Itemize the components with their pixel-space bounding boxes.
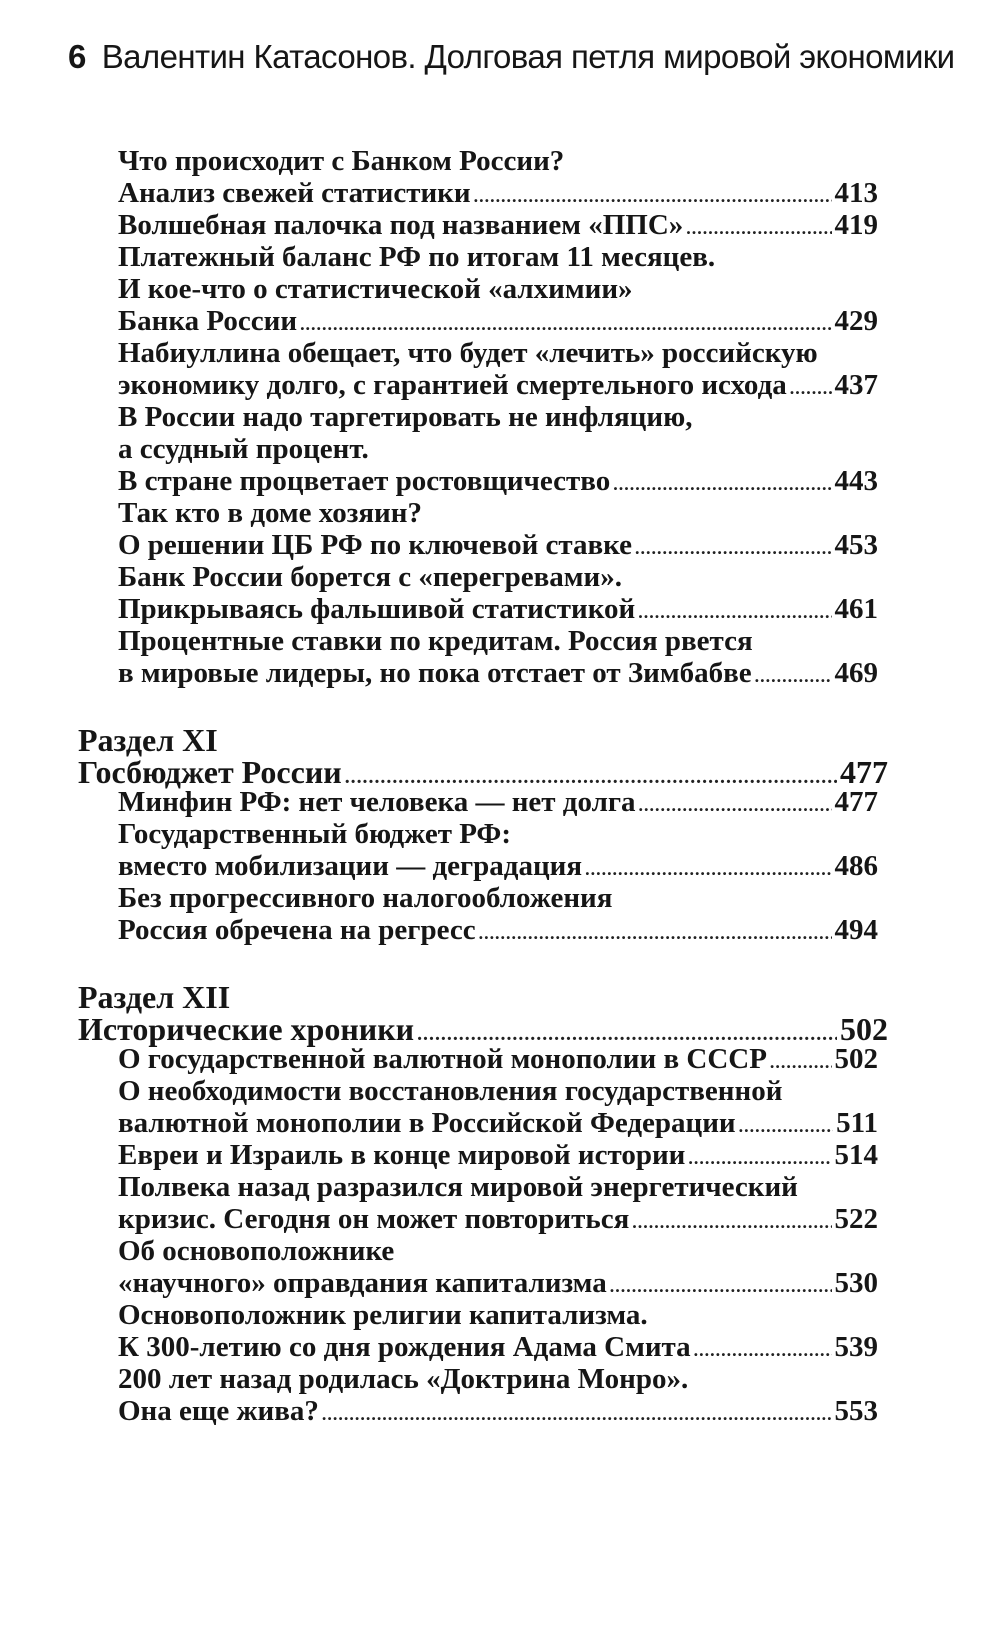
dot-leader [479, 923, 832, 944]
toc-entry-line [118, 337, 878, 371]
toc-page-number: 530 [834, 1267, 878, 1299]
page-number: 6 [68, 38, 86, 75]
toc-entry-title: кризис. Сегодня он может повториться [118, 1203, 630, 1235]
toc-entry-title: «научного» оправдания капитализма [118, 1267, 607, 1299]
toc-entry-line [118, 145, 878, 179]
toc-entry-title: Она еще жива? [118, 1395, 319, 1427]
toc-entry-title: в мировые лидеры, но пока отстает от Зимбабве [118, 657, 752, 689]
dot-leader [300, 314, 831, 335]
toc-page-number: 461 [834, 593, 878, 625]
toc-entry-title: И кое-что о статистической «алхимии» [118, 273, 633, 305]
toc-entry-line [118, 1075, 878, 1109]
dot-leader [686, 218, 831, 239]
dot-leader [613, 474, 831, 495]
toc-entry-line [118, 401, 878, 435]
toc-entry-title: Набиуллина обещает, что будет «лечить» российскую [118, 337, 818, 369]
dot-leader [639, 795, 832, 816]
dot-leader [770, 1052, 832, 1073]
toc-entry-line [118, 241, 878, 275]
toc-page-number: 429 [834, 305, 878, 337]
toc-entry-line [118, 561, 878, 595]
running-header [68, 38, 955, 76]
toc-entry-line [118, 529, 878, 563]
toc-entry-line [118, 818, 878, 852]
toc-entry-line [118, 273, 878, 307]
toc-section-heading [78, 979, 888, 1013]
toc-entry-line [118, 305, 878, 339]
toc-entry-line [118, 1267, 878, 1301]
toc-entry-title: Исторические хроники [78, 1011, 415, 1047]
toc-entry-line [118, 177, 878, 211]
toc-page-number: 522 [834, 1203, 878, 1235]
toc-entry-title: Банка России [118, 305, 298, 337]
toc-page-number: 502 [840, 1011, 888, 1047]
toc-entry-line [118, 1171, 878, 1205]
toc-entry-title: Основоположник религии капитализма. [118, 1299, 648, 1331]
toc-page-number: 553 [834, 1395, 878, 1427]
toc-entry-title: а ссудный процент. [118, 433, 369, 465]
toc-entry-line [118, 882, 878, 916]
toc-page-number: 477 [840, 754, 888, 790]
toc-page-number: 437 [834, 369, 878, 401]
toc-entry-title: Минфин РФ: нет человека — нет долга [118, 786, 636, 818]
toc-entry-line [118, 1299, 878, 1333]
dot-leader [635, 538, 831, 559]
toc-entry-title: Платежный баланс РФ по итогам 11 месяцев. [118, 241, 716, 273]
toc-entry-title: К 300-летию со дня рождения Адама Смита [118, 1331, 691, 1363]
dot-leader [638, 602, 831, 623]
toc-entry-line [118, 593, 878, 627]
toc-page-number: 443 [834, 465, 878, 497]
toc-entry-line [118, 786, 878, 820]
toc-page-number: 453 [834, 529, 878, 561]
toc-entry-title: Государственный бюджет РФ: [118, 818, 512, 850]
running-title: Валентин Катасонов. Долговая петля мировой экономики [101, 38, 955, 75]
toc-page-number: 502 [834, 1043, 878, 1075]
toc-entry-line [118, 625, 878, 659]
toc-entry-title: О решении ЦБ РФ по ключевой ставке [118, 529, 633, 561]
toc-entry-title: В стране процветает ростовщичество [118, 465, 611, 497]
toc-entry-title: Раздел XII [78, 979, 231, 1015]
toc-entry-title: Что происходит с Банком России? [118, 145, 565, 177]
toc-entry-line [118, 1331, 878, 1365]
toc-entry-title: Процентные ставки по кредитам. Россия рвется [118, 625, 753, 657]
toc-entry-title: Госбюджет России [78, 754, 342, 790]
toc-entry-title: Анализ свежей статистики [118, 177, 471, 209]
toc-section-heading [78, 754, 888, 788]
toc-page-number: 539 [834, 1331, 878, 1363]
dot-leader [755, 666, 832, 687]
toc-entry-line [118, 1235, 878, 1269]
toc-entry-line [118, 497, 878, 531]
dot-leader [632, 1212, 831, 1233]
toc-entry-title: В России надо таргетировать не инфляцию, [118, 401, 693, 433]
toc-entry-title: Об основоположнике [118, 1235, 395, 1267]
toc-entry-line [118, 1107, 878, 1141]
toc-entry-line [118, 914, 878, 948]
dot-leader [474, 186, 832, 207]
toc-entry-line [118, 369, 878, 403]
toc-entry-line [118, 433, 878, 467]
toc-page-number: 486 [834, 850, 878, 882]
toc-page-number: 514 [834, 1139, 878, 1171]
toc-page-number: 477 [834, 786, 878, 818]
dot-leader [694, 1340, 832, 1361]
toc-entry-title: Россия обречена на регресс [118, 914, 476, 946]
toc-entry-line [118, 1395, 878, 1429]
toc-section-heading [78, 1011, 888, 1045]
toc-entry-title: Евреи и Израиль в конце мировой истории [118, 1139, 686, 1171]
toc-entry-title: Прикрываясь фальшивой статистикой [118, 593, 636, 625]
toc-entry-title: Банк России борется с «перегревами». [118, 561, 623, 593]
toc-entry-line [118, 657, 878, 691]
toc-entry-title: валютной монополии в Российской Федерации [118, 1107, 736, 1139]
toc-entry-title: экономику долго, с гарантией смертельного исхода [118, 369, 787, 401]
toc-entry-title: вместо мобилизации — деградация [118, 850, 583, 882]
toc-page-number: 511 [836, 1107, 878, 1139]
dot-leader [688, 1148, 831, 1169]
toc-entry-line [118, 209, 878, 243]
toc-entry-line [118, 1043, 878, 1077]
toc-page-number: 419 [834, 209, 878, 241]
dot-leader [585, 859, 831, 880]
toc-entry-line [118, 850, 878, 884]
toc-page-number: 494 [834, 914, 878, 946]
dot-leader [322, 1404, 832, 1425]
toc-entry-title: Раздел XI [78, 722, 218, 758]
toc-entry-line [118, 465, 878, 499]
toc-entry-line [118, 1203, 878, 1237]
toc-entry-title: Без прогрессивного налогообложения [118, 882, 613, 914]
toc-page-number: 413 [834, 177, 878, 209]
dot-leader [790, 378, 832, 399]
toc-page-number: 469 [834, 657, 878, 689]
toc-entry-title: Так кто в доме хозяин? [118, 497, 422, 529]
toc-section-heading [78, 722, 888, 756]
toc-entry-title: 200 лет назад родилась «Доктрина Монро». [118, 1363, 689, 1395]
toc-entry-title: Волшебная палочка под названием «ППС» [118, 209, 684, 241]
toc-entry-title: О необходимости восстановления государственной [118, 1075, 783, 1107]
dot-leader [739, 1116, 833, 1137]
toc-entry-title: О государственной валютной монополии в СССР [118, 1043, 767, 1075]
toc-entry-line [118, 1363, 878, 1397]
toc-entry-line [118, 1139, 878, 1173]
dot-leader [610, 1276, 832, 1297]
toc-entry-title: Полвека назад разразился мировой энергетический [118, 1171, 798, 1203]
